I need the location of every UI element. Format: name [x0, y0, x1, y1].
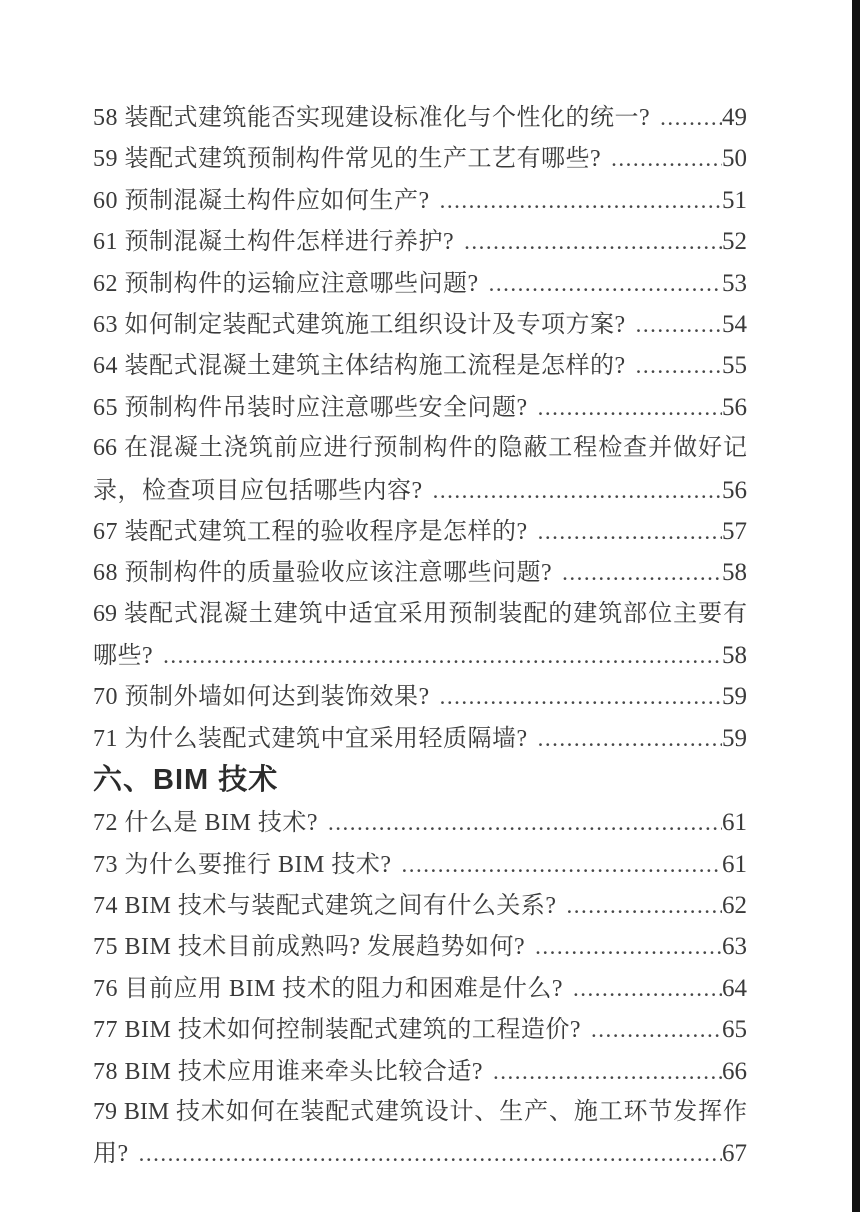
toc-entry-page: 58	[722, 642, 747, 670]
dot-leader	[538, 387, 722, 429]
toc-entry-page: 65	[722, 1016, 747, 1044]
toc-entry-text: 74 BIM 技术与装配式建筑之间有什么关系?	[93, 893, 557, 920]
toc-entry-page: 56	[722, 393, 747, 421]
toc-entry	[93, 221, 747, 262]
toc-entry	[93, 1009, 747, 1050]
toc-entry	[93, 844, 747, 885]
toc-entry-page: 49	[722, 104, 747, 131]
toc-entry	[93, 676, 747, 717]
dot-leader	[139, 1133, 722, 1175]
toc-entry-page: 63	[722, 933, 747, 961]
toc-entry-text: 哪些?	[93, 643, 154, 670]
toc-entry-page: 67	[722, 1140, 747, 1168]
toc-entry-text: 71 为什么装配式建筑中宜采用轻质隔墙?	[93, 725, 528, 752]
toc-entry-page: 53	[722, 269, 747, 297]
toc-entry	[93, 97, 747, 138]
toc-entry	[93, 718, 747, 759]
toc-entry	[93, 968, 747, 1009]
toc-entry-page: 62	[722, 892, 747, 920]
toc-entry-wrapped-line1: 66 在混凝土浇筑前应进行预制构件的隐蔽工程检查并做好记	[93, 435, 747, 462]
toc-entry-text: 78 BIM 技术应用谁来牵头比较合适?	[93, 1058, 483, 1085]
toc-entry	[93, 1133, 747, 1174]
toc-entry-page: 66	[722, 1057, 747, 1085]
toc-entry-wrapped-line1: 79 BIM 技术如何在装配式建筑设计、生产、施工环节发挥作	[93, 1098, 747, 1125]
toc-entry-page: 52	[722, 228, 747, 256]
toc-entry-page: 56	[722, 476, 747, 504]
toc-entry-text: 62 预制构件的运输应注意哪些问题?	[93, 270, 479, 297]
dot-leader	[636, 304, 722, 346]
toc-entry-text: 用?	[93, 1141, 129, 1168]
dot-leader	[538, 718, 722, 760]
dot-leader	[489, 263, 722, 305]
dot-leader	[328, 802, 722, 844]
toc-entry	[93, 1051, 747, 1092]
dot-leader	[660, 97, 722, 139]
toc-entry	[93, 511, 747, 552]
toc-entry	[93, 345, 747, 386]
dot-leader	[611, 138, 722, 180]
toc-list	[93, 97, 747, 1175]
toc-entry-text: 76 目前应用 BIM 技术的阻力和困难是什么?	[93, 975, 563, 1002]
toc-entry	[93, 138, 747, 179]
toc-entry-text: 60 预制混凝土构件应如何生产?	[93, 187, 430, 214]
toc-entry-page: 51	[722, 186, 747, 214]
dot-leader	[535, 926, 722, 968]
toc-entry-page: 61	[722, 809, 747, 837]
toc-entry-text: 68 预制构件的质量验收应该注意哪些问题?	[93, 560, 553, 587]
toc-entry	[93, 926, 747, 967]
dot-leader	[636, 345, 722, 387]
dot-leader	[538, 511, 722, 553]
toc-entry-wrapped-line1: 69 装配式混凝土建筑中适宜采用预制装配的建筑部位主要有	[93, 600, 747, 627]
toc-entry-text: 64 装配式混凝土建筑主体结构施工流程是怎样的?	[93, 353, 626, 380]
toc-entry-text: 77 BIM 技术如何控制装配式建筑的工程造价?	[93, 1017, 581, 1044]
toc-entry-page: 61	[722, 850, 747, 878]
toc-entry-text: 73 为什么要推行 BIM 技术?	[93, 851, 392, 878]
toc-entry	[93, 263, 747, 304]
toc-entry-text: 67 装配式建筑工程的验收程序是怎样的?	[93, 518, 528, 545]
dot-leader	[402, 844, 723, 886]
toc-entry-text: 75 BIM 技术目前成熟吗? 发展趋势如何?	[93, 934, 526, 961]
toc-entry-page: 55	[722, 352, 747, 380]
toc-entry	[93, 387, 747, 428]
toc-entry-page: 57	[722, 517, 747, 545]
toc-entry	[93, 470, 747, 511]
toc-entry-text: 65 预制构件吊装时应注意哪些安全问题?	[93, 394, 528, 421]
dot-leader	[440, 180, 722, 222]
toc-entry	[93, 635, 747, 676]
toc-entry-page: 64	[722, 974, 747, 1002]
toc-entry	[93, 304, 747, 345]
dot-leader	[440, 676, 722, 718]
toc-entry-page: 59	[722, 683, 747, 711]
toc-entry-page: 59	[722, 724, 747, 752]
toc-entry-page: 54	[722, 310, 747, 338]
toc-entry	[93, 802, 747, 843]
toc-entry-page: 58	[722, 559, 747, 587]
dot-leader	[567, 885, 723, 927]
section-heading: 六、BIM 技术	[93, 764, 279, 797]
scan-edge-strip	[852, 0, 860, 1212]
toc-entry-text: 58 装配式建筑能否实现建设标准化与个性化的统一?	[93, 105, 651, 131]
dot-leader	[493, 1051, 722, 1093]
dot-leader	[591, 1009, 722, 1051]
toc-entry-text: 61 预制混凝土构件怎样进行养护?	[93, 229, 455, 256]
toc-entry-text: 录，检查项目应包括哪些内容?	[93, 477, 423, 504]
dot-leader	[433, 470, 722, 512]
dot-leader	[163, 635, 722, 677]
toc-entry	[93, 885, 747, 926]
dot-leader	[573, 968, 722, 1010]
dot-leader	[562, 552, 722, 594]
toc-entry-text: 70 预制外墙如何达到装饰效果?	[93, 684, 430, 711]
toc-entry-text: 72 什么是 BIM 技术?	[93, 810, 318, 837]
dot-leader	[464, 221, 722, 263]
toc-entry-text: 59 装配式建筑预制构件常见的生产工艺有哪些?	[93, 146, 602, 173]
toc-entry-text: 63 如何制定装配式建筑施工组织设计及专项方案?	[93, 311, 626, 338]
toc-entry-page: 50	[722, 145, 747, 173]
toc-entry	[93, 180, 747, 221]
toc-entry	[93, 552, 747, 593]
